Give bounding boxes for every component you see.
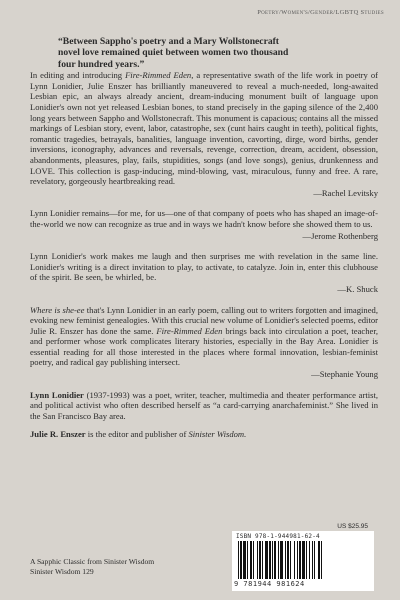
isbn-label: ISBN 978-1-944981-62-4	[236, 533, 320, 540]
barcode	[232, 523, 374, 591]
price-label: US $25.95	[337, 523, 368, 530]
book-title: Fire-Rimmed Eden	[125, 70, 192, 81]
enszer-bio: Julie R. Enszer is the editor and publisher of Sinister Wisdom.	[30, 429, 247, 440]
young-blurb: Where is she-ee that's Lynn Lonidier in an early poem, calling out to writers forgotten and imagined, evoking new feminist genealogies. With this crucial new volume of Lonidier's selected poems, editor Julie R. Enszer has done the same. Fire-Rimmed Eden brings back into circulation a poet, teacher, and performer whose work complicates literary histories, especially in the Bay Area. Lonidier is essential reading for all those interested in the places where formal innovation, lesbian-feminist poetry, and radical gay publishing intersect.	[30, 304, 378, 368]
footer-line-1: A Sapphic Classic from Sinister Wisdom	[30, 557, 155, 566]
shuck-attribution: —K. Shuck	[337, 283, 378, 294]
barcode-bars	[238, 541, 368, 581]
rothenberg-blurb: Lynn Lonidier remains—for me, for us—one of that company of poets who has shaped an image-of-the-world we now can recognize as true and in ways we hadn't know before she showed them to us.	[30, 208, 378, 229]
category-label: Poetry/Women's/Gender/LGBTQ Studies	[257, 9, 384, 16]
back-cover-text	[30, 36, 378, 440]
publisher-footer	[30, 557, 154, 577]
rothenberg-attribution: —Jerome Rothenberg	[302, 230, 378, 241]
footer-line-2: Sinister Wisdom 129	[30, 567, 94, 576]
levitsky-blurb: In editing and introducing Fire-Rimmed Eden, a representative swath of the life work in poetry of Lynn Lonidier, Julie Enszer has brilliantly maneuvered to reveal a much-needed, long-awaited Lesbian epic, an always already ancient, dream-inducing monument built of language upon Lonidier's own not yet released Lesbian bones, to stand precisely in the gaping silence of the 2,400 long years between Sappho and Wollstonecraft. This monument is capacious; contains all the missed markings of Lesbian story, event, labor, catastrophe, sex (cunt hairs caught in teeth), political fights, romantic tragedies, betrayals, banalities, language invention, cavorting, dirge, word births, gender inversions, iconography, advances and reversals, revenge, correction, dream, accident, obsession, abandonments, pleasures, play, fails, stupidities, songs (and love songs), genius, drunkenness and LOVE. This collection is gasp-inducing, mind-blowing, vast, miraculous, funny and free. A rare, revelatory, gorgeously heartbreaking read.	[30, 70, 378, 187]
epigraph-quote: “Between Sappho's poetry and a Mary Wollstonecraft novel love remained quiet between women two thousand four hundred years.”	[58, 36, 289, 70]
levitsky-attribution: —Rachel Levitsky	[313, 187, 378, 198]
shuck-blurb: Lynn Lonidier's work makes me laugh and then surprises me with revelation in the same line. Lonidier's writing is a direct invitation to play, to activate, to catalyze. Join in, enter this clubhouse of the spirit. Be seen, be whirled, be.	[30, 251, 378, 283]
lonidier-bio: Lynn Lonidier (1937-1993) was a poet, writer, teacher, multimedia and theater performance artist, and political activist who often described herself as “a card-carrying anarchafeminist.” She lived in the San Francisco Bay area.	[30, 389, 378, 421]
young-attribution: —Stephanie Young	[311, 369, 378, 380]
barcode-digits: 9 781944 981624	[234, 580, 305, 588]
